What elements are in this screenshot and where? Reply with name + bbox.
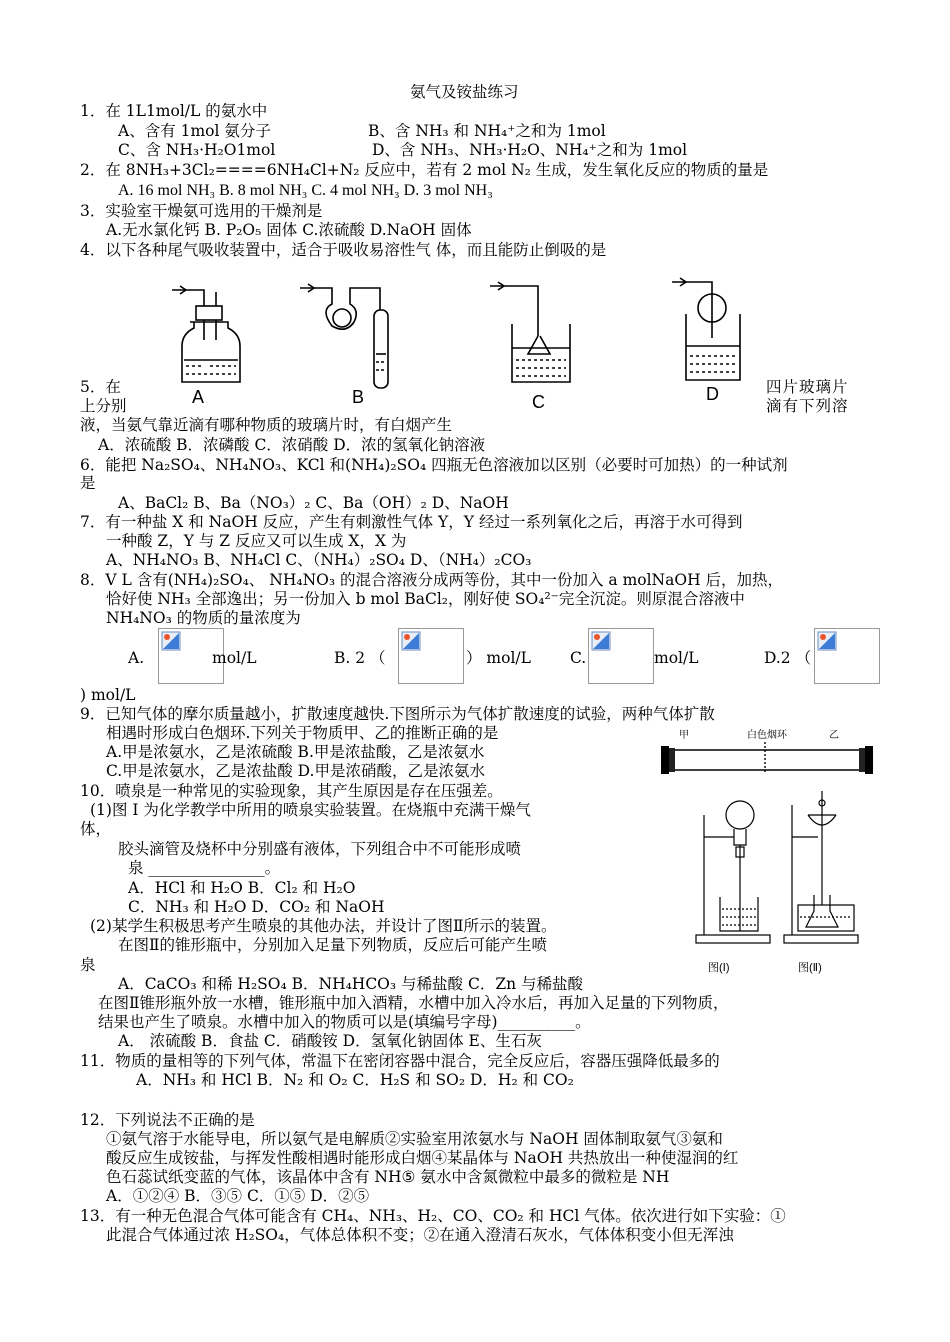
q13-stem-cont: 此混合气体通过浓 H₂SO₄，气体总体积不变；②在通入澄清石灰水，气体体积变小但无浑浊	[106, 1226, 734, 1244]
q7-options: A、NH₄NO₃ B、NH₄Cl C、（NH₄）₂SO₄ D、（NH₄）₂CO₃	[106, 551, 532, 569]
q10-part2: (2)某学生积极思考产生喷泉的其他办法，并设计了图Ⅱ所示的装置。	[90, 917, 557, 935]
q3-options: A.无水氯化钙 B. P₂O₅ 固体 C.浓硫酸 D.NaOH 固体	[106, 221, 472, 239]
q11-options: A．NH₃ 和 HCl B．N₂ 和 O₂ C．H₂S 和 SO₂ D．H₂ 和 CO₂	[136, 1071, 574, 1089]
q11-stem: 11．物质的量相等的下列气体，常温下在密闭容器中混合，完全反应后，容器压强降低最多的	[80, 1052, 720, 1070]
q2-options: A. 16 mol NH₃ B. 8 mol NH₃ C. 4 mol NH₃ D. 3 mol NH₃	[118, 182, 493, 199]
q10-part2-options: A．CaCO₃ 和稀 H₂SO₄ B．NH₄HCO₃ 与稀盐酸 C．Zn 与稀盐酸	[118, 975, 584, 993]
q1-option-b: B、含 NH₃ 和 NH₄⁺之和为 1mol	[368, 122, 606, 140]
q9-stem: 9．已知气体的摩尔质量越小，扩散速度越快.下图所示为气体扩散速度的试验，两种气体扩散	[80, 705, 715, 723]
fig4-label-a: A	[192, 387, 205, 407]
q8-stem-cont2: NH₄NO₃ 的物质的量浓度为	[106, 609, 301, 627]
fig9-label-smoke-ring: 白色烟环	[747, 730, 787, 741]
q1-stem: 1．在 1L1mol/L 的氨水中	[80, 102, 268, 120]
broken-image-icon	[161, 631, 181, 651]
q10-part1-blank: 泉 _______________。	[128, 859, 281, 877]
fig9-label-yi: 乙	[829, 730, 839, 741]
q3-stem: 3．实验室干燥氨可选用的干燥剂是	[80, 202, 323, 220]
q10-part1-cont: 体，	[80, 820, 112, 838]
q10-part3: 在图Ⅱ锥形瓶外放一水槽，锥形瓶中加入酒精，水槽中加入冷水后，再加入足量的下列物质，	[98, 994, 729, 1012]
q5-stem-right-2: 滴有下列溶	[766, 397, 849, 415]
diffusion-tube-figure	[655, 728, 880, 780]
q8-option-a-unit: mol/L	[212, 649, 257, 667]
broken-image-icon	[401, 631, 421, 651]
fig4-label-d: D	[706, 384, 719, 404]
q8-option-b-unit: ） mol/L	[466, 649, 531, 667]
q13-stem: 13．有一种无色混合气体可能含有 CH₄、NH₃、H₂、CO、CO₂ 和 HCl 气体。依次进行如下实验：①	[80, 1207, 786, 1225]
q7-stem: 7．有一种盐 X 和 NaOH 反应，产生有刺激性气体 Y，Y 经过一系列氧化之后，再溶于水可得到	[80, 513, 743, 531]
q10-part3-options: A． 浓硫酸 B．食盐 C．硝酸铵 D．氢氧化钠固体 E、生石灰	[118, 1032, 542, 1050]
q6-options: A、BaCl₂ B、Ba（NO₃）₂ C、Ba（OH）₂ D、NaOH	[118, 494, 509, 512]
broken-image-icon	[591, 631, 611, 651]
q10-part2-cont: 在图Ⅱ的锥形瓶中，分别加入足量下列物质，反应后可能产生喷	[118, 936, 548, 954]
q8-option-b-formula-image	[398, 628, 464, 684]
q10-part2-cont2: 泉	[80, 956, 96, 974]
q12-stem: 12．下列说法不正确的是	[80, 1111, 255, 1129]
q5-stem-left-2: 上分别	[80, 397, 127, 415]
fig9-label-jia: 甲	[679, 730, 689, 741]
q8-option-d-unit: ) mol/L	[80, 686, 136, 704]
q5-stem-right-1: 四片玻璃片	[766, 378, 849, 396]
q5-stem-cont: 液，当氨气靠近滴有哪种物质的玻璃片时，有白烟产生	[80, 416, 453, 434]
q6-stem-cont: 是	[80, 474, 96, 492]
fig10-caption-2: 图(Ⅱ)	[798, 962, 822, 974]
q12-options: A．①②④ B．③⑤ C．①⑤ D．②⑤	[106, 1187, 370, 1205]
q10-part1-cont2: 胶头滴管及烧杯中分别盛有液体，下列组合中不可能形成喷	[118, 840, 522, 858]
fountain-apparatus-figure	[688, 785, 868, 980]
q8-option-b-label: B. 2 （	[334, 649, 386, 667]
q8-option-c-formula-image	[588, 628, 654, 684]
q10-part3-cont: 结果也产生了喷泉。水槽中加入的物质可以是(填编号字母)__________。	[98, 1013, 591, 1031]
q9-stem-cont: 相遇时形成白色烟环.下列关于物质甲、乙的推断正确的是	[106, 724, 499, 742]
fig4-label-c: C	[532, 392, 545, 410]
q1-option-d: D、含 NH₃、NH₃·H₂O、NH₄⁺之和为 1mol	[372, 141, 688, 159]
q12-statements-1: ①氨气溶于水能导电，所以氨气是电解质②实验室用浓氨水与 NaOH 固体制取氨气③氨和	[106, 1130, 723, 1148]
q8-stem-cont: 恰好使 NH₃ 全部逸出；另一份加入 b mol BaCl₂，刚好使 SO₄²⁻完全沉淀。则原混合溶液中	[106, 590, 745, 608]
q5-options: A．浓硫酸 B．浓磷酸 C．浓硝酸 D．浓的氢氧化钠溶液	[98, 436, 486, 454]
q9-options-cd: C.甲是浓氨水，乙是浓盐酸 D.甲是浓硝酸，乙是浓氨水	[106, 762, 485, 780]
q8-option-c-unit: mol/L	[654, 649, 699, 667]
q6-stem: 6．能把 Na₂SO₄、NH₄NO₃、KCl 和(NH₄)₂SO₄ 四瓶无色溶液加以区别（必要时可加热）的一种试剂	[80, 456, 788, 474]
absorption-apparatus-figure	[160, 270, 760, 410]
q9-options-ab: A.甲是浓氨水，乙是浓硫酸 B.甲是浓盐酸，乙是浓氨水	[106, 743, 485, 761]
q10-part1-options-ab: A．HCl 和 H₂O B．Cl₂ 和 H₂O	[128, 879, 356, 897]
q7-stem-cont: 一种酸 Z，Y 与 Z 反应又可以生成 X，X 为	[106, 532, 407, 550]
q2-stem: 2．在 8NH₃+3Cl₂====6NH₄Cl+N₂ 反应中，若有 2 mol N₂ 生成，发生氧化反应的物质的量是	[80, 161, 769, 179]
q1-option-c: C、含 NH₃·H₂O1mol	[118, 141, 276, 159]
q8-option-d-formula-image	[814, 628, 880, 684]
q1-option-a: A、含有 1mol 氨分子	[118, 122, 271, 140]
q10-part1: (1)图 I 为化学教学中所用的喷泉实验装置。在烧瓶中充满干燥气	[90, 801, 531, 819]
q10-part1-options-cd: C．NH₃ 和 H₂O D．CO₂ 和 NaOH	[128, 898, 385, 916]
fig4-label-b: B	[352, 387, 365, 407]
q4-stem: 4．以下各种尾气吸收装置中，适合于吸收易溶性气 体，而且能防止倒吸的是	[80, 241, 607, 259]
fig10-caption-1: 图(Ⅰ)	[708, 962, 730, 974]
page-title: 氨气及铵盐练习	[410, 83, 519, 101]
q8-option-a-label: A.	[128, 649, 145, 667]
q12-statements-3: 色石蕊试纸变蓝的气体，该晶体中含有 NH⑤ 氨水中含氮微粒中最多的微粒是 NH	[106, 1168, 670, 1186]
q8-option-d-label: D.2 （	[764, 649, 812, 667]
q8-option-c-label: C.	[570, 649, 587, 667]
q10-stem: 10．喷泉是一种常见的实验现象，其产生原因是存在压强差。	[80, 782, 503, 800]
q5-stem-left-1: 5．在	[80, 378, 121, 396]
q8-stem: 8．V L 含有(NH₄)₂SO₄、 NH₄NO₃ 的混合溶液分成两等份，其中一份加入 a molNaOH 后，加热，	[80, 571, 784, 589]
q12-statements-2: 酸反应生成铵盐，与挥发性酸相遇时能形成白烟④某晶体与 NaOH 共热放出一种使湿润的红	[106, 1149, 739, 1167]
broken-image-icon	[817, 631, 837, 651]
